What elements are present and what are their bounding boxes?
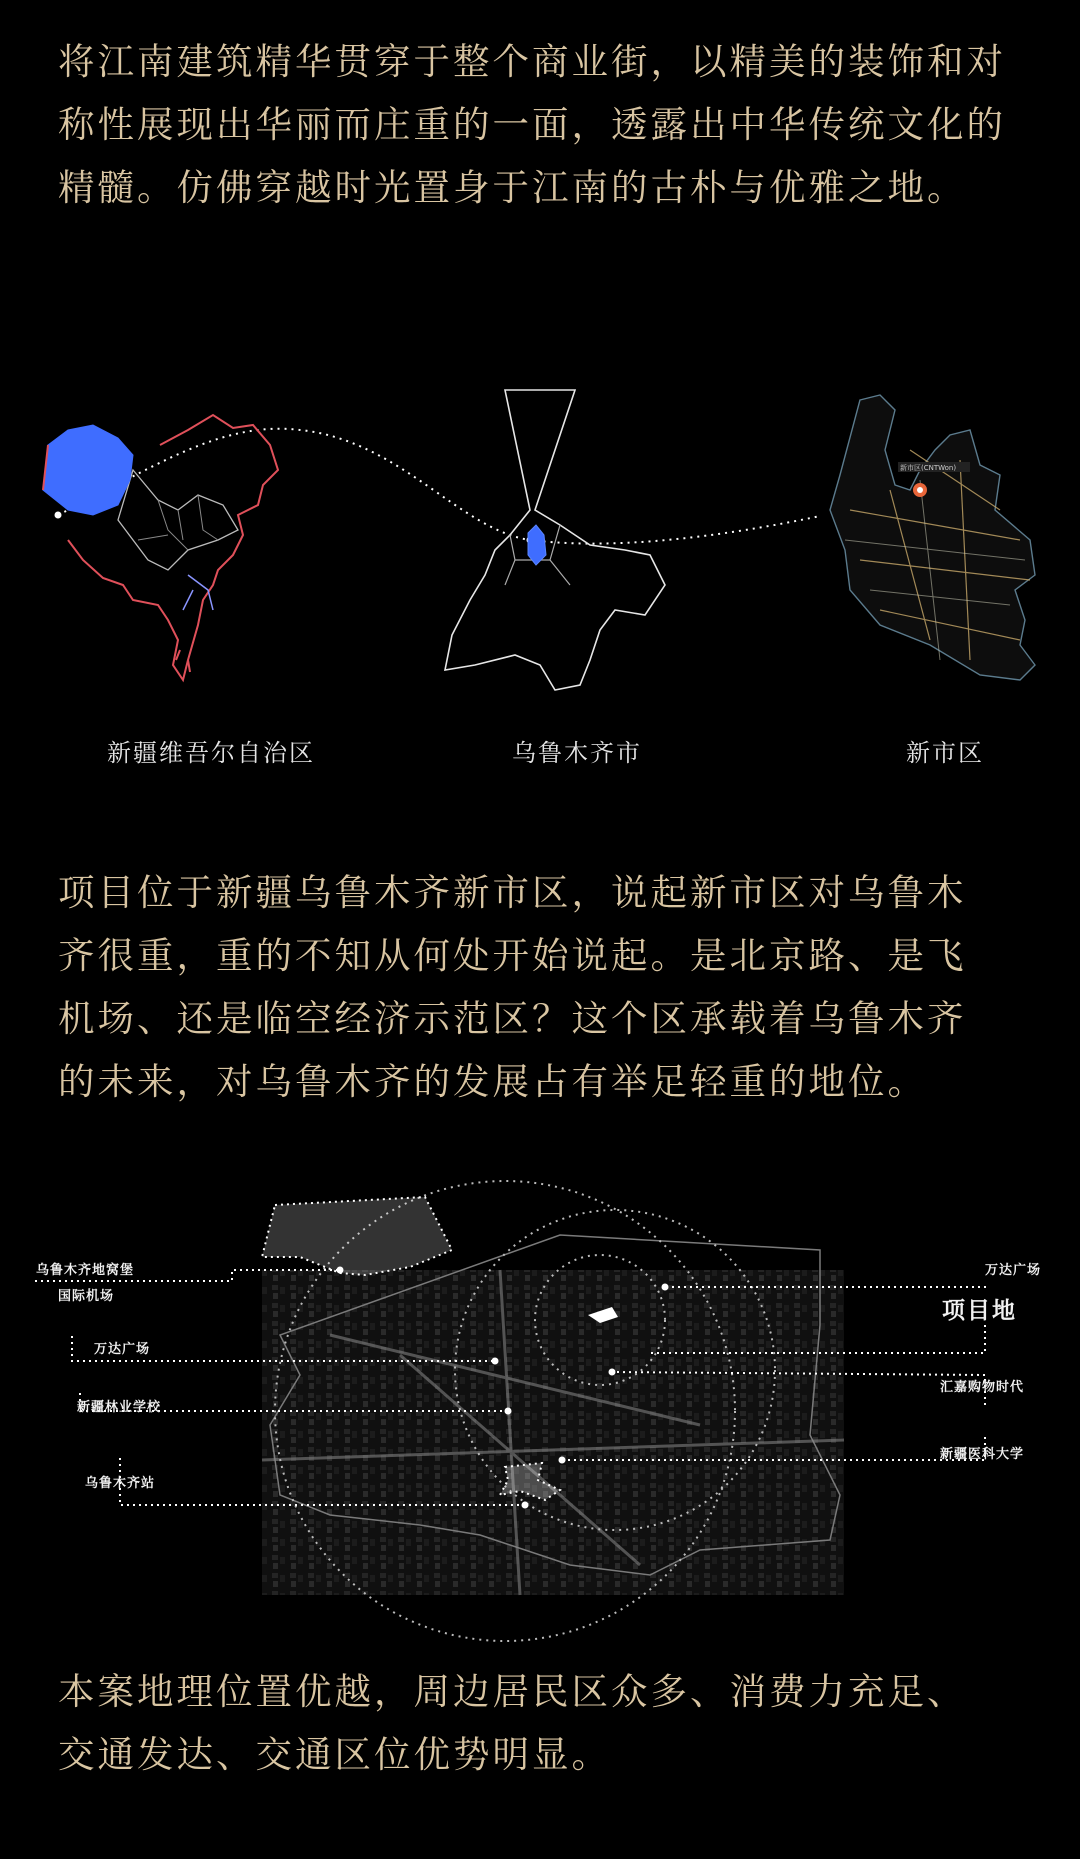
site-label-huijia-mall: 汇嘉购物时代 <box>940 1380 1025 1395</box>
xinshi-district-map <box>820 390 1050 690</box>
location-paragraph <box>58 861 1038 1113</box>
site-label-urumqi-station: 乌鲁木齐站 <box>85 1476 156 1491</box>
location-line: 机场、还是临空经济示范区？这个区承载着乌鲁木齐 <box>58 997 967 1040</box>
site-label-airport: 乌鲁木齐地窝堡 <box>36 1263 135 1278</box>
summary-paragraph <box>58 1660 1038 1786</box>
site-label-airport-line2: 国际机场 <box>58 1289 115 1304</box>
summary-line: 交通发达、交通区位优势明显。 <box>58 1733 611 1776</box>
map-caption-xinjiang: 新疆维吾尔自治区 <box>107 739 315 767</box>
site-aerial-map <box>0 1175 1080 1615</box>
intro-paragraph <box>58 30 1038 219</box>
site-label-wanda-right: 万达广场 <box>985 1263 1042 1278</box>
location-line: 齐很重，重的不知从何处开始说起。是北京路、是飞 <box>58 934 967 977</box>
intro-line: 将江南建筑精华贯穿于整个商业街，以精美的装饰和对 <box>58 40 1006 83</box>
site-label-medical-university: 新疆医科大学 <box>940 1447 1025 1462</box>
summary-line: 本案地理位置优越，周边居民区众多、消费力充足、 <box>58 1670 967 1713</box>
site-label-wanda-left: 万达广场 <box>94 1342 151 1357</box>
site-label-project: 项目地 <box>942 1298 1017 1324</box>
location-line: 的未来，对乌鲁木齐的发展占有举足轻重的地位。 <box>58 1060 927 1103</box>
urumqi-map <box>440 385 680 705</box>
location-line: 项目位于新疆乌鲁木齐新市区，说起新市区对乌鲁木 <box>58 871 967 914</box>
map-caption-xinshi: 新市区 <box>906 739 984 767</box>
map-caption-urumqi: 乌鲁木齐市 <box>512 739 642 767</box>
site-label-forestry-school: 新疆林业学校 <box>77 1400 162 1415</box>
intro-line: 精髓。仿佛穿越时光置身于江南的古朴与优雅之地。 <box>58 166 967 209</box>
district-pin-label: 新市区(CNTWon) <box>900 464 957 472</box>
intro-line: 称性展现出华丽而庄重的一面，透露出中华传统文化的 <box>58 103 1006 146</box>
china-map <box>38 410 298 680</box>
